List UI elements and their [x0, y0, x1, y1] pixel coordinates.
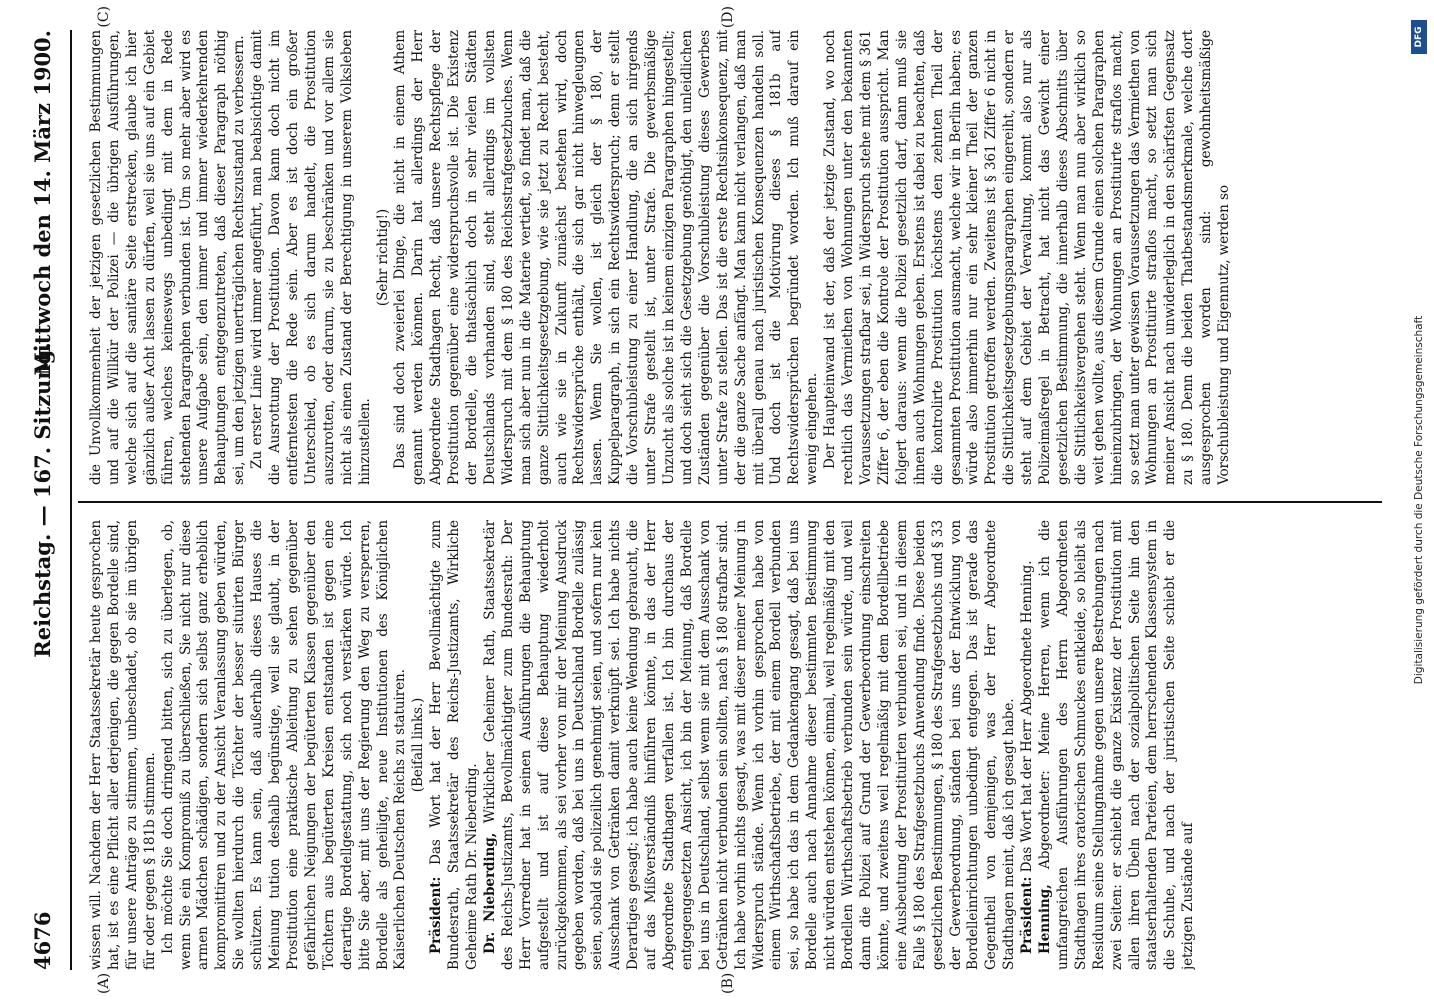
paragraph — [482, 520, 1019, 970]
right-column — [88, 30, 1390, 485]
margin-marker-a: (A) — [96, 972, 112, 994]
paragraph-text: die Unvollkommenheit der jetzigen gesetzlichen Bestimmungen und auf die Willkür der Polizei — die übrigen Ausführungen, welche sich auf die sanitäre Seite erstrecken, glaube ich hier gänzlich außer Acht lassen zu dürfen, weil sie uns auf ein Gebiet führen, welches keineswegs unbedingt mit dem in Rede stehenden Paragraphen verbunden ist. Um so mehr aber wird es unsere Aufgabe sein, den immer und immer wiederkehrenden Behauptungen entgegenzutreten, daß dieser Paragraph nöthig sei, um den jetzigen unerträglichen Rechtszustand zu verbessern. — [88, 30, 248, 485]
header-rule — [70, 30, 72, 970]
paragraph-text: Wirklicher Geheimer Rath, Staatssekretär des Reichs-Justizamts, Bevollmächtigter zum Bundesrath: Der Herr Vorredner hat in seinen Ausführungen die Behauptung aufgestellt und ist auf diese Behauptung wiederholt zurückgekommen, als sei vorher von mir der Meinung Ausdruck gegeben worden, daß bei uns in Deutschland Bordelle zulässig seien, sobald sie polizeilich genehmigt seien, und sofern nur kein Ausschank von Getränken damit verknüpft sei. Ich habe nichts Derartiges gesagt; ich habe auch keine Wendung gebraucht, die auf das Mißverständniß hinführen könnte, in das der Herr Abgeordnete Stadthagen verfallen ist. Ich bin durchaus der entgegengesetzten Ansicht, ich bin der Meinung, daß Bordelle bei uns in Deutschland, selbst wenn sie mit dem Ausschank von Getränken nicht verbunden sein sollten, nach § 180 strafbar sind. Ich habe vorhin nichts gesagt, was mit dieser meiner Meinung in Widerspruch stände. Wenn ich vorhin gesprochen habe von einem Wirthschaftsbetriebe, der mit einem Bordell verbunden sei, so habe ich das in dem Gedankengang gesagt, daß bei uns Bordelle auch nach Annahme dieser bestimmten Bestimmung nicht würden entstehen können, einmal, weil regelmäßig mit den Bordellen Wirthschaftsbetrieb verbunden sein würde, und weil dann die Polizei auf Grund der Gewerbeordnung einschreiten könnte, und zweitens weil regelmäßig mit dem Bordellbetriebe eine Ausbeutung der Prostituirten verbunden sei, und in diesem Falle § 180 des Strafgesetzbuchs Anwendung finde. Diese beiden gesetzlichen Bestimmungen, § 180 des Strafgesetzbuchs und § 33 der Gewerbeordnung, ständen bei uns der Entwicklung von Bordelleinrichtungen unbedingt entgegen. Das ist gerade das Gegentheil von demjenigen, was der Herr Abgeordnete Stadthagen meint, daß ich gesagt habe. — [481, 520, 1018, 970]
digitization-credit — [1408, 20, 1430, 980]
paragraph-text: Abgeordneter: Meine Herren, wenn ich die umfangreichen Ausführungen des Herrn Abgeordneten Stadthagen ihres oratorischen Schmuckes entkleide, so bleibt als Residuum seine Stellungnahme gegen unsere Bestrebungen nach zwei Seiten: er schiebt die ganze Existenz der Prostitution mit allen ihren Übeln nach der sozialpolitischen Seite hin den staatserhaltenden Parteien, dem herrschenden Klassensystem in die Schuhe, und nach der juristischen Seite schiebt er die jetzigen Zustände auf — [1037, 520, 1197, 970]
paragraph-text: Das Wort hat der Herr Bevollmächtigte zum Bundesrath, Staatssekretär des Reichs-Justizamts, Wirkliche Geheime Rath Dr. Nieberding. — [428, 520, 481, 970]
paragraph — [249, 30, 374, 485]
paragraph — [1037, 520, 1198, 970]
paragraph — [428, 520, 482, 970]
paragraph — [410, 520, 428, 970]
margin-marker-d: (D) — [720, 6, 736, 29]
dfg-logo: DFG — [1411, 20, 1427, 54]
paragraph-text: Das Wort hat der Herr Abgeordnete Henning. — [1019, 560, 1036, 877]
paragraph-text: Das sind doch zweierlei Dinge, die nicht in einem Athem genannt werden können. Darin hat allerdings der Herr Abgeordnete Stadthagen Recht, daß unsere Rechtspflege der Prostitution gegenüber eine widerspruchsvolle ist. Die Existenz der Bordelle, die thatsächlich doch in sehr vielen Städten Deutschlands vorhanden sind, steht allerdings im vollsten Widerspruch mit dem § 180 des Reichsstrafgesetzbuches. Wenn man sich aber nun in die Materie vertieft, so findet man, daß die ganze Sittlichkeitsgesetzgebung, wie sie jetzt zu Recht besteht, auch wie sie in Zukunft zunächst bestehen wird, doch Rechtswidersprüche enthält, die sich gar nicht hinwegleugnen lassen. Wenn Sie wollen, ist gleich der § 180, der Kuppelparagraph, in sich ein Rechtswiderspruch; denn er stellt die Vorschubleistung zu einer Handlung, die an sich nirgends unter Strafe gestellt ist, unter Strafe. Die gewerbsmäßige Unzucht als solche ist in keinem einzigen Paragraphen hingestellt; und doch sieht sich die Gesetzgebung genöthigt, den unleidlichen Zuständen gegenüber die Vorschubleistung dieses Gewerbes unter Strafe zu stellen. Das ist die erste Rechtsinkonsequenz, mit der die ganze Sache anfängt. Man kann nicht verlangen, daß man mit überall genau nach juristischen Konsequenzen handeln soll. Und doch ist die Motivirung dieses § 181b auf Rechtswidersprüchen begründet worden. Ich muß darauf ein wenig eingehen. — [392, 30, 821, 485]
page-number: 4676 — [30, 911, 55, 970]
speaker-name: Henning, — [1037, 884, 1054, 954]
column-divider — [78, 501, 1382, 503]
paragraph — [160, 520, 411, 970]
paragraph-text: Der Haupteinwand ist der, daß der jetzige Zustand, wo noch rechtlich das Vermiethen von Wohnungen unter den bekannten Voraussetzungen strafbar sei, in Widerspruch stehe mit dem § 361 Ziffer 6, der eben die Kontrole der Prostitution ausspricht. Man folgert daraus: wenn die Polizei gesetzlich darf, dann muß sie ihnen auch Wohnungen geben. Erstens ist dabei zu beachten, daß die kontrolirte Prostitution höchstens den zehnten Theil der gesammten Prostitution ausmacht, welche wir in Berlin haben; es würde also immerhin nur ein sehr kleiner Theil der ganzen Prostitution getroffen werden. Zweitens ist § 361 Ziffer 6 nicht in die Sittlichkeitsgesetzgebungsparagraphen eingereiht, sondern er steht auf dem Gebiet der Verwaltung, kommt also nur als Polizeimaßregel in Betracht, hat nicht das Gewicht einer gesetzlichen Bestimmung, die innerhalb dieses Abschnitts über die Sittlichkeitsvergehen steht. Wenn man nun aber wirklich so weit gehen wollte, aus diesem Grunde einen solchen Paragraphen hineinzubringen, der Wohnungen an Prostituirte straflos macht, so setzt man unter gewissen Voraussetzungen das Vermiethen von Wohnungen an Prostituirte straflos macht, so setzt man sich meiner Ansicht nach unwiderleglich in den schärfsten Gegensatz zu § 180. Denn die beiden Thatbestandsmerkmale, welche dort ausgesprochen worden sind: gewohnheitsmäßige Vorschubleistung und Eigennutz, werden so — [822, 30, 1233, 485]
speaker-name: Dr. Nieberding, — [481, 832, 498, 954]
page-date: Mittwoch den 14. März 1900. — [30, 30, 55, 376]
paragraph-text: (Sehr richtig!) — [374, 208, 391, 307]
paragraph-text: wissen will. Nachdem der Herr Staatssekretär heute gesprochen hat, ist es eine Pflicht aller derjenigen, die gegen Bordelle sind, für unsere Anträge zu stimmen, unbeschadet, ob sie im übrigen für oder gegen § 181b stimmen. — [88, 520, 158, 970]
left-column — [88, 520, 1390, 970]
paragraph — [375, 30, 393, 485]
paragraph — [88, 30, 249, 485]
paragraph — [88, 520, 160, 970]
paragraph — [1019, 520, 1037, 970]
margin-marker-b: (B) — [720, 972, 736, 994]
speaker-name: Präsident: — [428, 876, 445, 954]
page-header — [22, 30, 62, 970]
credit-text: Digitalisierung gefördert durch die Deutsche Forschungsgemeinschaft — [1413, 315, 1425, 685]
paragraph-text: Zu erster Linie wird immer angeführt, man beabsichtige damit die Ausrottung der Prostitution. Davon kann doch nicht im entferntesten die Rede sein. Aber es ist doch ein großer Unterschied, ob es sich darum handelt, die Prostitution auszurotten, oder darum, sie zu beschränken und vor allem sie nicht als einen Zustand der Berechtigung in unserem Volksleben hinzustellen. — [249, 30, 373, 485]
paragraph-text: Ich möchte Sie doch dringend bitten, sich zu überlegen, ob, wenn Sie ein Kompromiß zu überschließen, Sie nicht nur diese armen Mädchen schädigen, sondern sich selbst ganz erheblich kompromittiren und zu der Ansicht Veranlassung geben würden, Sie wollten hierdurch die Töchter der besser situirten Bürger schützen. Es kann sein, daß außerhalb dieses Hauses die Meinung tution deshalb begünstige, weil sie glaubt, in der Prostitution eine praktische Ableitung zu sehen gegenüber gefährlichen Neigungen der begüterten Klassen gegenüber den Töchtern aus begüterten Kreisen entstanden ist gegen eine derartige Bordellgestattung, sich noch verstärken würde. Ich bitte Sie aber, mit uns der Regierung den Weg zu versperren, Bordelle als geheiligte, neue Institutionen des Königlichen Kaiserlichen Deutschen Reichs zu statuiren. — [159, 520, 409, 970]
paragraph — [822, 30, 1234, 485]
paragraph-text: (Beifall links.) — [410, 697, 427, 793]
paragraph — [392, 30, 822, 485]
margin-marker-c: (C) — [96, 6, 112, 28]
speaker-name: Präsident: — [1019, 876, 1036, 954]
session-title: Reichstag. — 167. Sitzung. — [30, 342, 55, 658]
